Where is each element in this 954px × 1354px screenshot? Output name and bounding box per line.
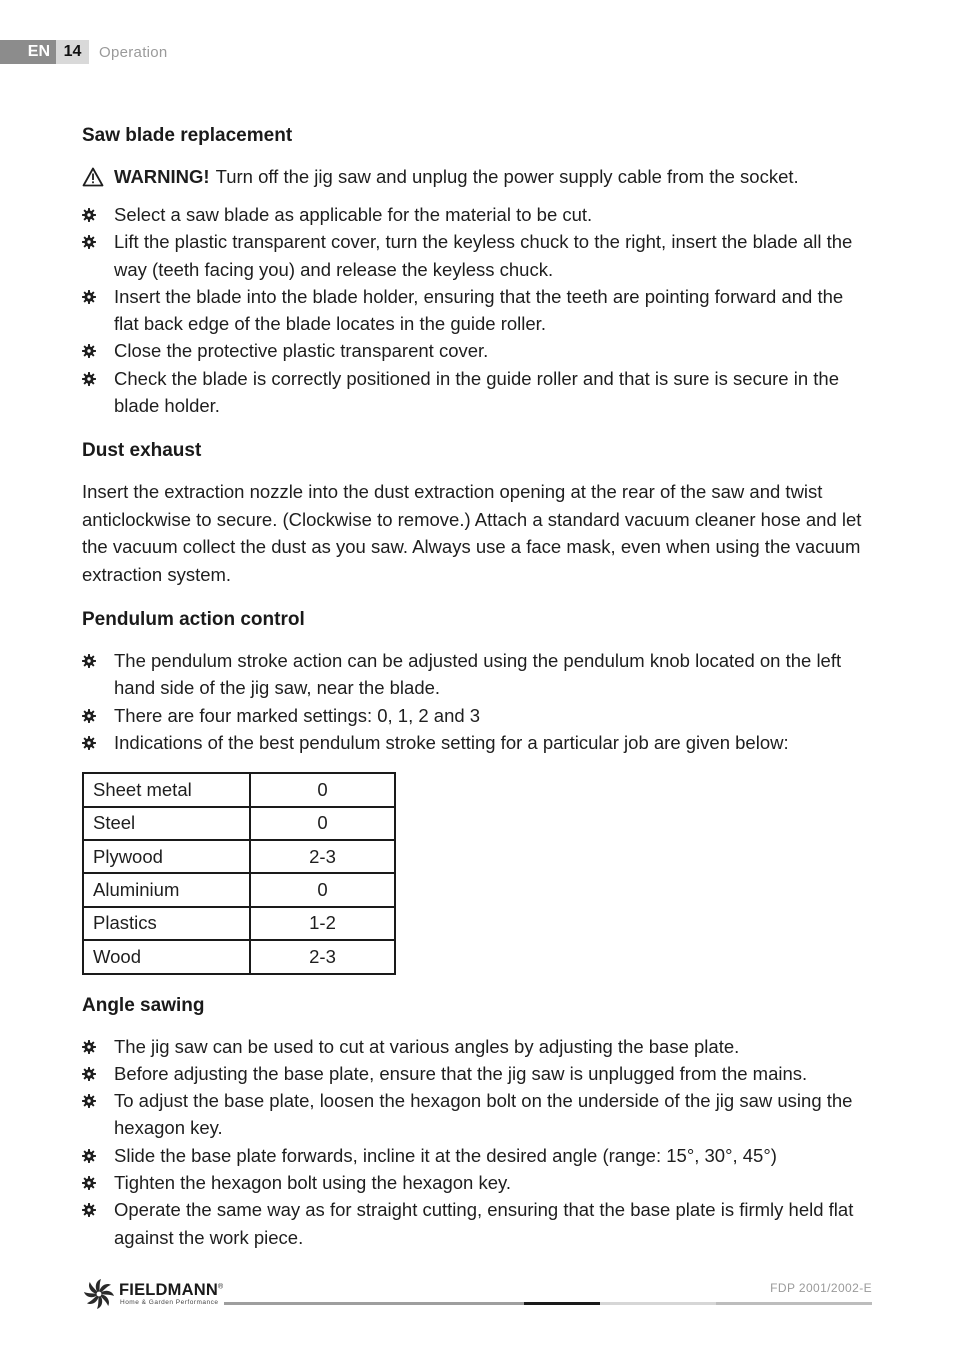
list-item: The jig saw can be used to cut at various angles by adjusting the base plate.	[82, 1033, 872, 1060]
gear-bullet-icon	[82, 1094, 96, 1108]
material-cell: Wood	[83, 940, 250, 973]
brand-name: FIELDMANN®	[119, 1281, 224, 1299]
gear-bullet-icon	[82, 1040, 96, 1054]
language-tab: EN	[0, 40, 56, 64]
saw-blade-steps	[82, 201, 872, 419]
list-item: Slide the base plate forwards, incline it at the desired angle (range: 15°, 30°, 45°)	[82, 1142, 872, 1169]
pendulum-settings-table	[82, 772, 396, 974]
list-item: Operate the same way as for straight cutting, ensuring that the base plate is firmly held flat against the work piece.	[82, 1196, 872, 1251]
warning-text: Turn off the jig saw and unplug the power supply cable from the socket.	[215, 166, 799, 187]
warning-label: WARNING!	[114, 166, 210, 187]
gear-bullet-icon	[82, 736, 96, 750]
footer-rule-mid	[716, 1302, 872, 1305]
table-row	[83, 940, 395, 973]
list-item: To adjust the base plate, loosen the hexagon bolt on the underside of the jig saw using the hexagon key.	[82, 1087, 872, 1142]
page-number: 14	[56, 40, 89, 64]
heading-pendulum-action-control: Pendulum action control	[82, 609, 305, 630]
material-cell: Sheet metal	[83, 773, 250, 806]
gear-bullet-icon	[82, 290, 96, 304]
warning-triangle-icon	[82, 167, 104, 187]
gear-bullet-icon	[82, 235, 96, 249]
dust-exhaust-text: Insert the extraction nozzle into the dust extraction opening at the rear of the saw and twist anticlockwise to secure. (Clockwise to remove.) Attach a standard vacuum cleaner hose and let the vacuum collect the dust as you saw. Always use a face mask, even when using the vacuum extraction system.	[82, 481, 862, 585]
table-row	[83, 907, 395, 940]
material-cell: Steel	[83, 807, 250, 840]
list-item: Close the protective plastic transparent cover.	[82, 337, 872, 364]
footer-rule-dark	[524, 1302, 600, 1305]
page-content	[82, 123, 872, 1251]
material-cell: Plywood	[83, 840, 250, 873]
page-footer	[82, 1276, 872, 1316]
footer-rule-light	[600, 1302, 716, 1305]
list-item: Before adjusting the base plate, ensure that the jig saw is unplugged from the mains.	[82, 1060, 872, 1087]
footer-rule-gray	[224, 1302, 524, 1305]
heading-angle-sawing: Angle sawing	[82, 994, 205, 1016]
table-row	[83, 840, 395, 873]
angle-sawing-steps	[82, 1033, 872, 1251]
gear-bullet-icon	[82, 372, 96, 386]
list-item: The pendulum stroke action can be adjusted using the pendulum knob located on the left hand side of the jig saw, near the blade.	[82, 647, 872, 702]
heading-saw-blade-replacement: Saw blade replacement	[82, 125, 293, 146]
list-item: There are four marked settings: 0, 1, 2 and 3	[82, 702, 872, 729]
list-item: Lift the plastic transparent cover, turn the keyless chuck to the right, insert the blade all the way (teeth facing you) and release the keyless chuck.	[82, 228, 872, 283]
page-header	[0, 40, 168, 64]
warning-notice	[82, 163, 872, 190]
material-cell: Plastics	[83, 907, 250, 940]
gear-bullet-icon	[82, 1203, 96, 1217]
heading-dust-exhaust: Dust exhaust	[82, 440, 202, 462]
list-item: Select a saw blade as applicable for the material to be cut.	[82, 201, 872, 228]
table-row	[83, 873, 395, 906]
list-item: Insert the blade into the blade holder, ensuring that the teeth are pointing forward and the flat back edge of the blade locates in the guide roller.	[82, 283, 872, 338]
gear-bullet-icon	[82, 1149, 96, 1163]
fan-logo-icon	[82, 1277, 116, 1311]
setting-cell: 1-2	[250, 907, 395, 940]
setting-cell: 2-3	[250, 940, 395, 973]
material-cell: Aluminium	[83, 873, 250, 906]
section-label: Operation	[99, 43, 168, 61]
setting-cell: 2-3	[250, 840, 395, 873]
list-item: Check the blade is correctly positioned in the guide roller and that is sure is secure in the blade holder.	[82, 365, 872, 420]
gear-bullet-icon	[82, 208, 96, 222]
gear-bullet-icon	[82, 344, 96, 358]
setting-cell: 0	[250, 807, 395, 840]
brand-tagline: Home & Garden Performance	[120, 1299, 219, 1306]
gear-bullet-icon	[82, 709, 96, 723]
gear-bullet-icon	[82, 1067, 96, 1081]
pendulum-notes	[82, 647, 872, 756]
list-item: Indications of the best pendulum stroke setting for a particular job are given below:	[82, 729, 872, 756]
table-row	[83, 807, 395, 840]
model-number: FDP 2001/2002-E	[770, 1281, 872, 1295]
gear-bullet-icon	[82, 654, 96, 668]
table-row	[83, 773, 395, 806]
list-item: Tighten the hexagon bolt using the hexagon key.	[82, 1169, 872, 1196]
setting-cell: 0	[250, 873, 395, 906]
setting-cell: 0	[250, 773, 395, 806]
fieldmann-logo	[82, 1277, 222, 1313]
gear-bullet-icon	[82, 1176, 96, 1190]
